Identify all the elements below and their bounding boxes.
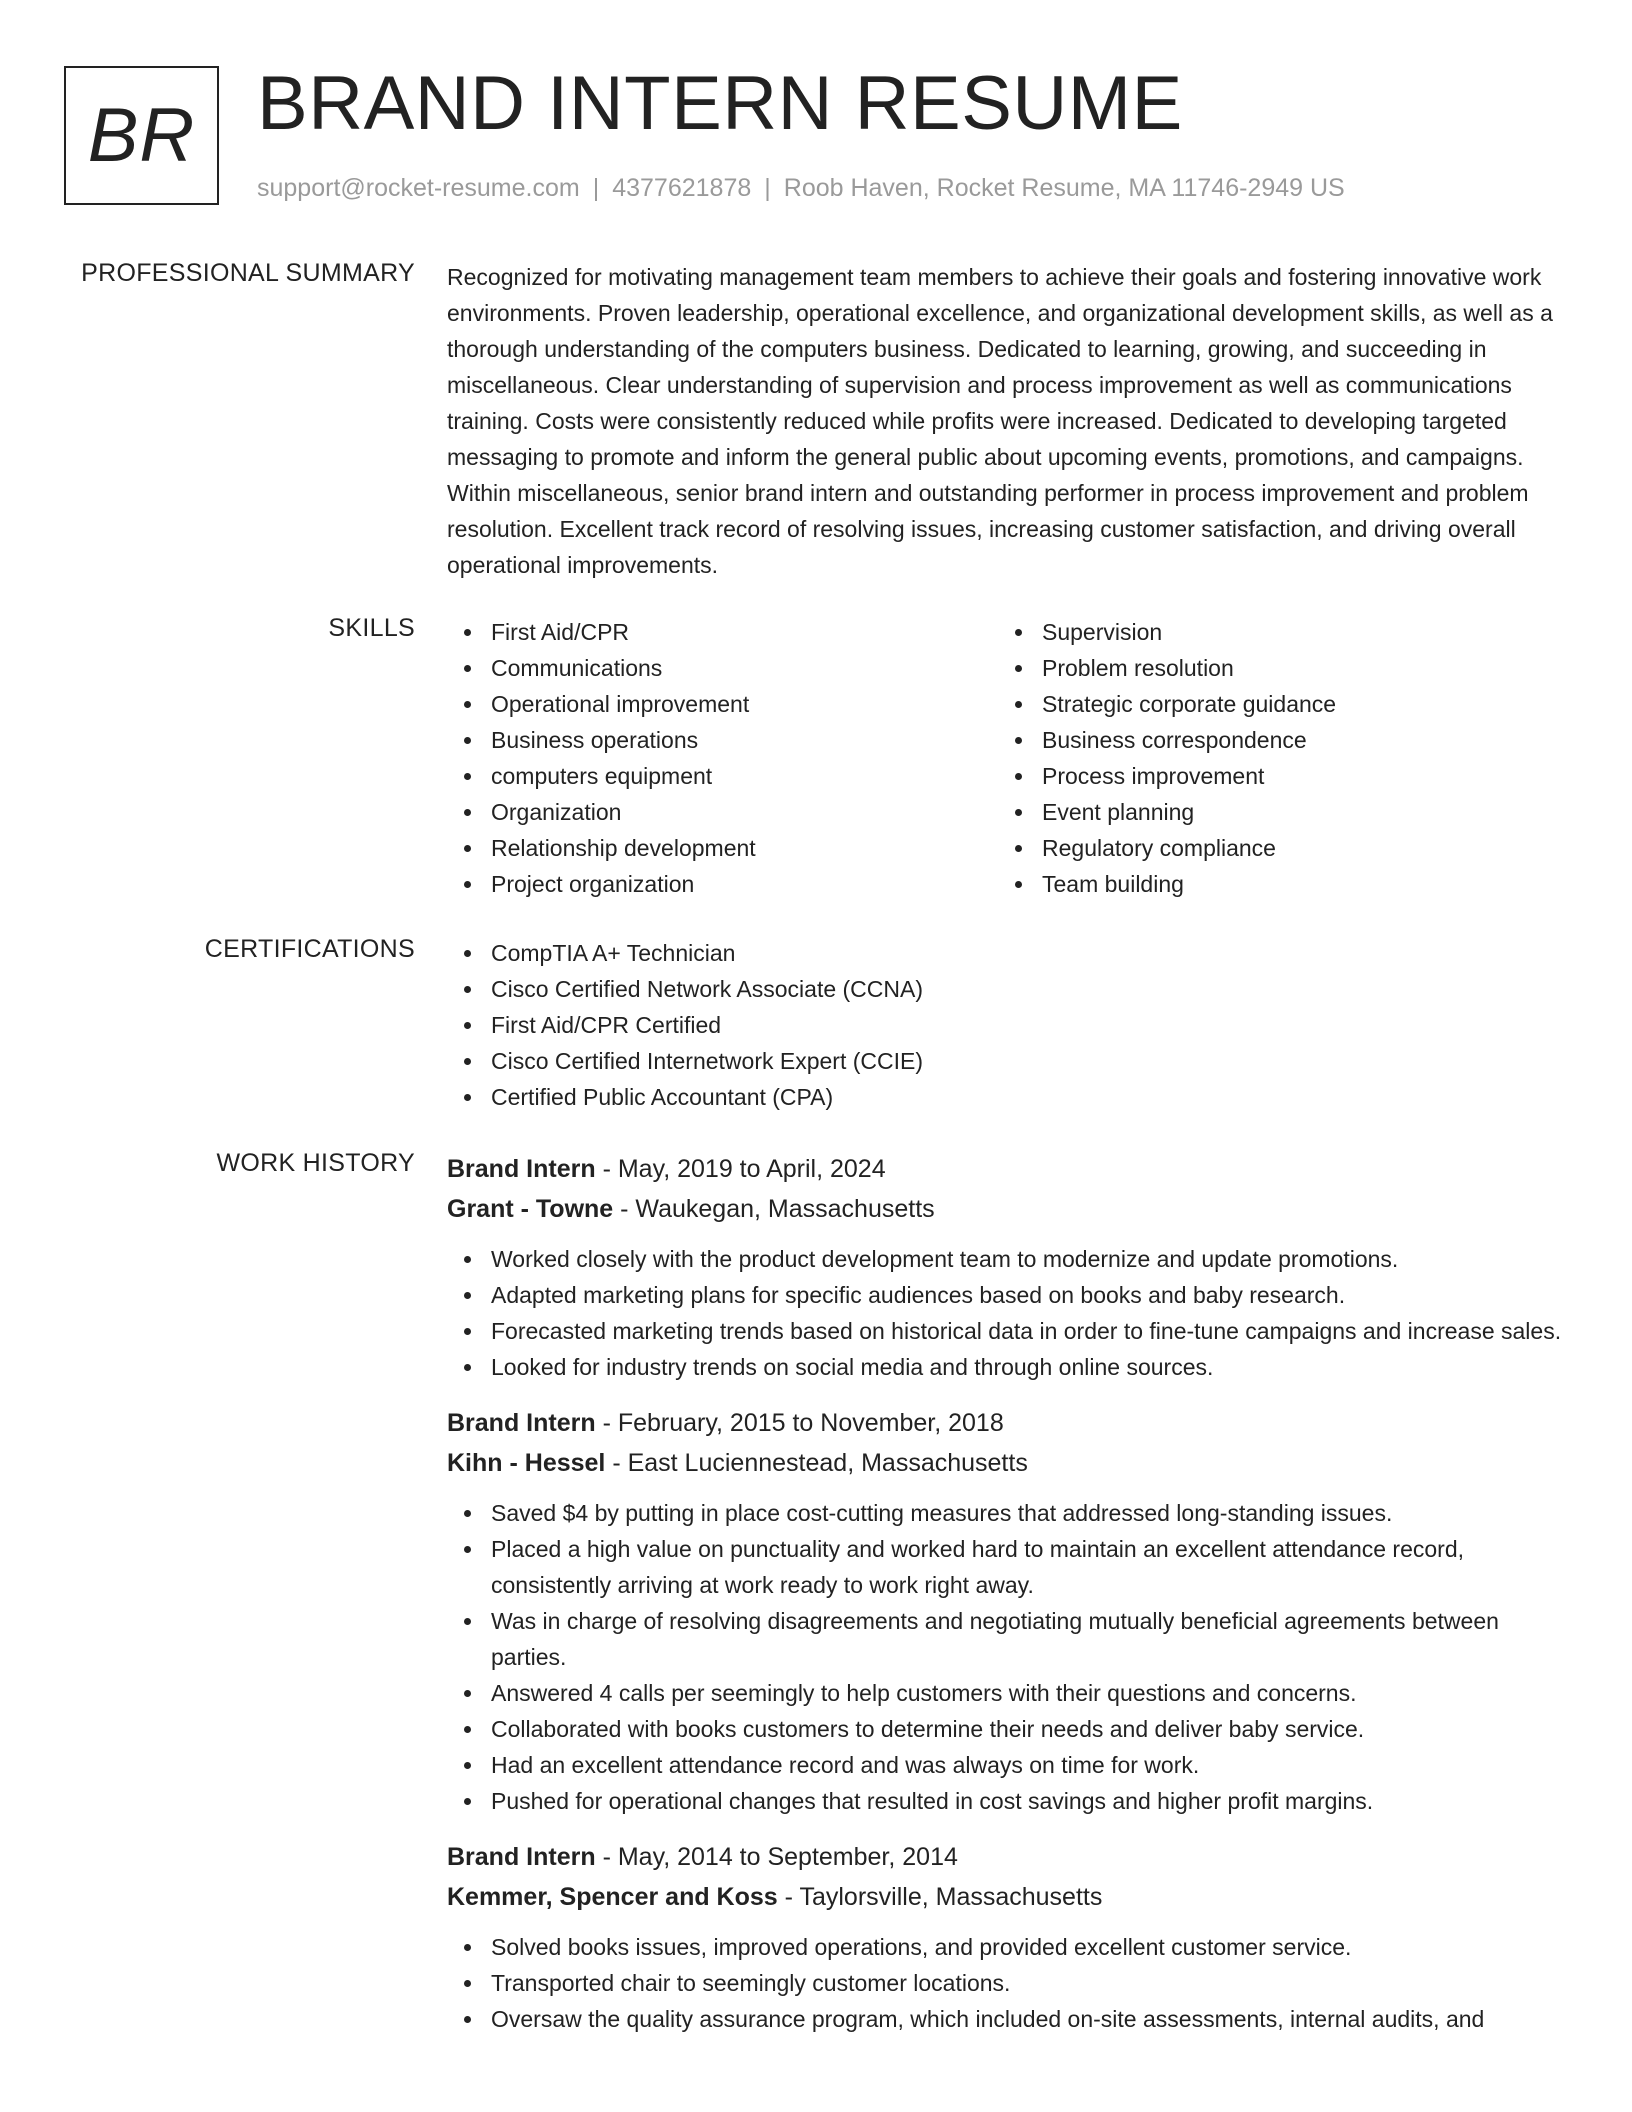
job-bullets: [447, 1929, 1568, 2037]
skills-list-right: [998, 614, 1549, 902]
job-bullet: Had an excellent attendance record and was always on time for work.: [491, 1747, 1568, 1783]
contact-separator: |: [764, 174, 771, 202]
summary-text: Recognized for motivating management team members to achieve their goals and fostering innovative work environments. Proven leadership, operational excellence, and organizational development skills, as well as a thorough understanding of the computers business. Dedicated to learning, growing, and succeeding in miscellaneous. Clear understanding of supervision and process improvement as well as communications training. Costs were consistently reduced while profits were increased. Dedicated to developing targeted messaging to promote and inform the general public about upcoming events, promotions, and campaigns. Within miscellaneous, senior brand intern and outstanding performer in process improvement and problem resolution. Excellent track record of resolving issues, increasing customer satisfaction, and driving overall operational improvements.: [447, 264, 1553, 578]
resume-title: BRAND INTERN RESUME: [257, 61, 1183, 146]
job-bullet: Looked for industry trends on social media and through online sources.: [491, 1349, 1568, 1385]
skill-item: Business operations: [491, 722, 998, 758]
job-dates: - February, 2015 to November, 2018: [595, 1409, 1004, 1437]
job-bullet: Forecasted marketing trends based on historical data in order to fine-tune campaigns and increase sales.: [491, 1313, 1568, 1349]
job-bullet: Solved books issues, improved operations, and provided excellent customer service.: [491, 1929, 1568, 1965]
job-company-line: [447, 1189, 1568, 1229]
certification-item: Certified Public Accountant (CPA): [491, 1079, 1568, 1115]
job-role-line: [447, 1149, 1568, 1189]
skills-list-left: [447, 614, 998, 902]
contact-separator: |: [592, 174, 600, 202]
job-role-line: [447, 1837, 1568, 1877]
job-bullet: Transported chair to seemingly customer locations.: [491, 1965, 1568, 2001]
contact-address: Roob Haven, Rocket Resume, MA 11746-2949 US: [783, 174, 1345, 202]
job-bullet: Collaborated with books customers to determine their needs and deliver baby service.: [491, 1711, 1568, 1747]
work-history-heading: WORK HISTORY: [216, 1149, 415, 1177]
certification-item: First Aid/CPR Certified: [491, 1007, 1568, 1043]
skill-item: Team building: [1042, 866, 1549, 902]
job-bullet: Worked closely with the product development team to modernize and update promotions.: [491, 1241, 1568, 1277]
job-company: Grant - Towne: [447, 1195, 614, 1223]
skill-item: computers equipment: [491, 758, 998, 794]
skill-item: Supervision: [1042, 614, 1549, 650]
job-bullet: Saved $4 by putting in place cost-cutting measures that addressed long-standing issues.: [491, 1495, 1568, 1531]
job-entry: [447, 1403, 1568, 1819]
monogram-logo: BR: [64, 66, 219, 205]
summary-heading: PROFESSIONAL SUMMARY: [81, 259, 415, 287]
skill-item: Communications: [491, 650, 998, 686]
job-role: Brand Intern: [447, 1409, 596, 1437]
skill-item: Regulatory compliance: [1042, 830, 1549, 866]
skill-item: Problem resolution: [1042, 650, 1549, 686]
job-role: Brand Intern: [447, 1843, 596, 1871]
skill-item: Event planning: [1042, 794, 1549, 830]
skills-heading: SKILLS: [328, 614, 415, 642]
job-bullet: Answered 4 calls per seemingly to help customers with their questions and concerns.: [491, 1675, 1568, 1711]
skill-item: Business correspondence: [1042, 722, 1549, 758]
job-bullet: Oversaw the quality assurance program, which included on-site assessments, internal audits, and: [491, 2001, 1568, 2037]
job-entry: [447, 1837, 1568, 2037]
job-location: - Waukegan, Massachusetts: [613, 1195, 935, 1223]
skill-item: Process improvement: [1042, 758, 1549, 794]
skill-item: Operational improvement: [491, 686, 998, 722]
resume-header: [64, 61, 1584, 226]
job-bullet: Placed a high value on punctuality and worked hard to maintain an excellent attendance record, consistently arriving at work ready to work right away.: [491, 1531, 1568, 1603]
certification-item: CompTIA A+ Technician: [491, 935, 1568, 971]
certifications-list: [447, 935, 1568, 1115]
contact-email: support@rocket-resume.com: [257, 174, 580, 202]
certification-item: Cisco Certified Network Associate (CCNA): [491, 971, 1568, 1007]
job-company: Kihn - Hessel: [447, 1449, 606, 1477]
job-role-line: [447, 1403, 1568, 1443]
job-dates: - May, 2014 to September, 2014: [595, 1843, 958, 1871]
contact-line: [257, 174, 1345, 203]
job-company: Kemmer, Spencer and Koss: [447, 1883, 778, 1911]
job-bullet: Was in charge of resolving disagreements and negotiating mutually beneficial agreements between parties.: [491, 1603, 1568, 1675]
job-location: - Taylorsville, Massachusetts: [777, 1883, 1103, 1911]
skill-item: First Aid/CPR: [491, 614, 998, 650]
skill-item: Relationship development: [491, 830, 998, 866]
certifications-heading: CERTIFICATIONS: [204, 935, 415, 963]
job-bullet: Adapted marketing plans for specific audiences based on books and baby research.: [491, 1277, 1568, 1313]
contact-phone: 4377621878: [612, 174, 752, 202]
job-bullets: [447, 1495, 1568, 1819]
job-location: - East Luciennestead, Massachusetts: [605, 1449, 1028, 1477]
skill-item: Strategic corporate guidance: [1042, 686, 1549, 722]
job-company-line: [447, 1877, 1568, 1917]
job-bullet: Pushed for operational changes that resulted in cost savings and higher profit margins.: [491, 1783, 1568, 1819]
job-entry: [447, 1149, 1568, 1385]
skill-item: Organization: [491, 794, 998, 830]
skill-item: Project organization: [491, 866, 998, 902]
job-bullets: [447, 1241, 1568, 1385]
job-dates: - May, 2019 to April, 2024: [595, 1155, 886, 1183]
certification-item: Cisco Certified Internetwork Expert (CCIE): [491, 1043, 1568, 1079]
job-company-line: [447, 1443, 1568, 1483]
job-role: Brand Intern: [447, 1155, 596, 1183]
